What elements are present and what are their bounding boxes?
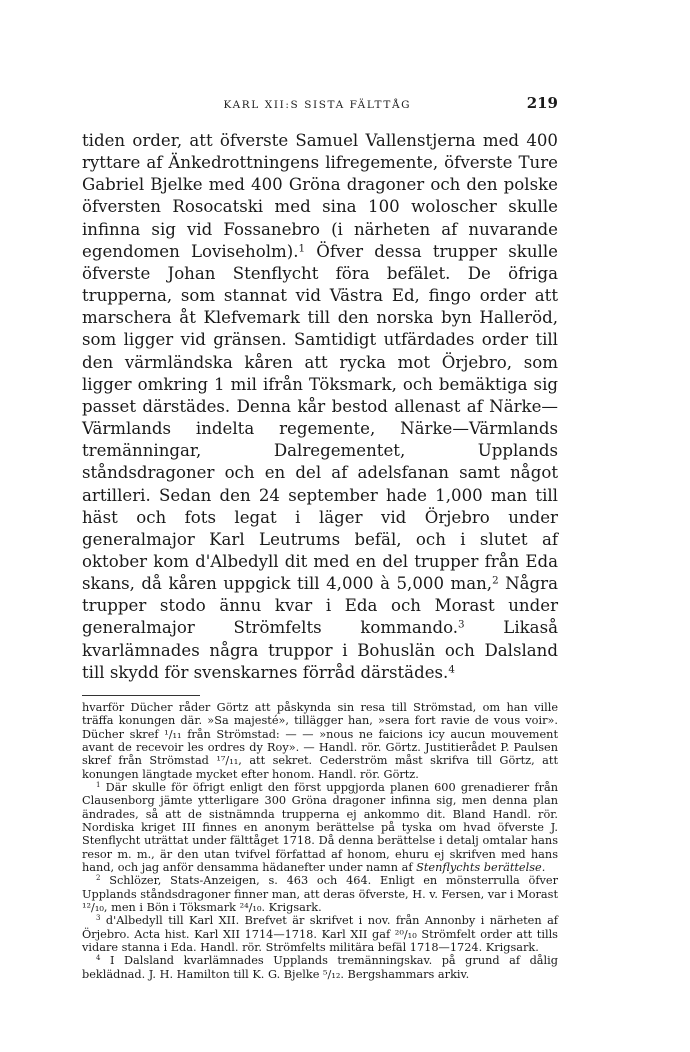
book-page [82, 94, 558, 981]
main-text [82, 130, 558, 684]
footnote-number: 4 [96, 954, 101, 963]
text-segment: Några trupper stodo ännu kvar i Eda och Morast under generalmajor Strömfelts kommando. [82, 574, 558, 638]
footnote-4 [82, 954, 558, 981]
text-segment: tiden order, att öfverste Samuel Vallenstjerna med 400 ryttare af Änkedrottningens lifregemente, öfverste Ture Gabriel Bjelke med 400 Gröna dragoner och den polske öfversten Rosocatski med sina 100 woloscher skulle infinna sig vid Fossanebro (i närheten af nuvarande egendomen Loviseholm). [82, 131, 558, 261]
footnote-continuation: hvarför Dücher råder Görtz att påskynda sin resa till Strömstad, om han ville träffa konungen där. »Sa majesté», tillägger han, »sera fort ravie de vous voir». Dücher skref ¹/₁₁ från Strömstad: — — »nous ne faicions icy aucun mouvement avant de recevoir les ordres dy Roy». — Handl. rör. Görtz. Justitierådet P. Paulsen skref från Strömstad ¹⁷/₁₁, att sekret. Cederström måst skrifva till Görtz, att konungen längtade mycket efter honom. Handl. rör. Görtz. [82, 700, 558, 781]
footnote-text: Schlözer, Stats-Anzeigen, s. 463 och 464. Enligt en mönsterrulla öfver Upplands ståndsdragoner finner man, att deras öfverste, H. v. Fersen, var i Morast ¹²/₁₀, men i Bön i Töksmark ²⁴/₁₀. Krigsark. [82, 874, 558, 915]
text-segment: Likaså kvarlämnades några truppor i Bohuslän och Dalsland till skydd för svenskarnes förråd därstädes. [82, 618, 558, 682]
footnote-3 [82, 914, 558, 954]
footnote-ref: 3 [458, 618, 465, 631]
footnote-1 [82, 781, 558, 874]
footnote-number: 3 [96, 914, 101, 923]
footnote-ref: 4 [448, 663, 455, 676]
footnote-2 [82, 874, 558, 914]
page-header [82, 94, 558, 124]
footnote-number: 2 [96, 874, 101, 883]
footnotes [82, 701, 558, 981]
footnote-text: d'Albedyll till Karl XII. Brefvet är skrifvet i nov. från Annonby i närheten af Örjebro. Acta hist. Karl XII 1714—1718. Karl XII gaf ²⁰/₁₀ Strömfelt order att tills vidare stanna i Eda. Handl. rör. Strömfelts militära befäl 1718—1724. Krigsark. [82, 914, 558, 955]
footnote-number: 1 [96, 781, 101, 790]
running-title: KARL XII:S SISTA FÄLTTÅG [223, 99, 412, 111]
footnote-text: Där skulle för öfrigt enligt den först uppgjorda planen 600 grenadierer från Clausenborg jämte ytterligare 300 Gröna dragoner infinna sig, men denna plan ändrades, så att de sistnämnda trupperna ej ankommo dit. Bland Handl. rör. Nordiska kriget III finnes en anonym berättelse på tyska om hvad öfverste J. Stenflycht uträttat under fälttåget 1718. Då denna berättelse i detalj omtalar hans resor m. m., är den utan tvifvel författad af honom, ehuru ej skrifven med hans hand, och jag anför densamma hädanefter under namn af [82, 780, 558, 875]
footnote-ref: 1 [298, 242, 306, 255]
footnote-emphasis: Stenflychts berättelse. [416, 861, 546, 875]
text-segment: Öfver dessa trupper skulle öfverste Johan Stenflycht föra befälet. De öfriga trupperna, som stannat vid Västra Ed, fingo order att marschera åt Klefvemark till den norska byn Halleröd, som ligger vid gränsen. Samtidigt utfärdades order till den värmländska kåren att rycka mot Örjebro, som ligger omkring 1 mil ifrån Töksmark, och bemäktiga sig passet därstädes. Denna kår bestod allenast af Närke—Värmlands indelta regemente, Närke—Värmlands tremänningar, Dalregementet, Upplands ståndsdragoner och en del af adelsfanan samt något artilleri. Sedan den 24 september hade 1,000 man till häst och fots legat i läger vid Örjebro under generalmajor Karl Leutrums befäl, och i slutet af oktober kom d'Albedyll dit med en del trupper från Eda skans, då kåren uppgick till 4,000 à 5,000 man, [82, 241, 558, 594]
page-number: 219 [526, 94, 558, 112]
main-paragraph [82, 130, 558, 684]
footnote-text: I Dalsland kvarlämnades Upplands tremänningskav. på grund af dålig beklädnad. J. H. Hamilton till K. G. Bjelke ⁵/₁₂. Bergshammars arkiv. [82, 954, 558, 981]
footnote-ref: 2 [492, 574, 499, 587]
footnote-divider [82, 695, 200, 696]
